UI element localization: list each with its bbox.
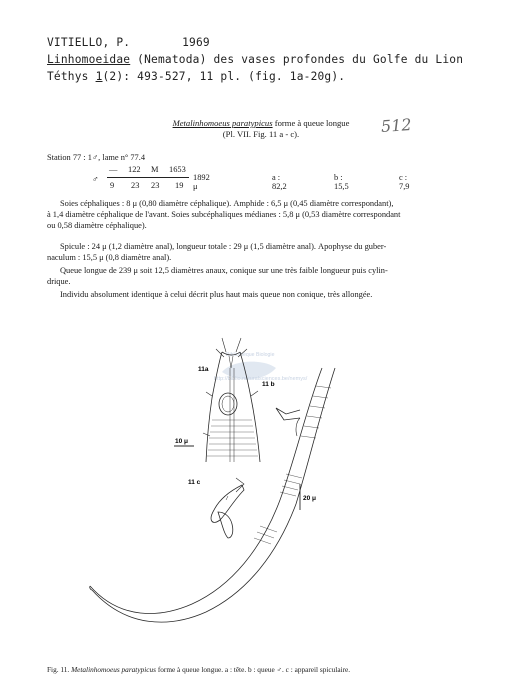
- formula-b: b : 15,5: [334, 173, 349, 191]
- formula-sex: ♂: [92, 174, 99, 184]
- scale-10: 10 μ: [175, 438, 189, 445]
- citation-pages: (2): 493-527, 11 pl. (fig. 1a-20g).: [102, 70, 346, 83]
- station-line: Station 77 : 1♂, lame n° 77.4: [47, 153, 146, 162]
- figure-11b-tail: [90, 368, 335, 622]
- watermark-line-2: http://biblio.naturalsciences.be/nemys/: [214, 376, 308, 382]
- heading-species: Metalinhomoeus paratypicus: [172, 118, 273, 128]
- formula-bottom-0: 9: [110, 181, 115, 190]
- p2-line-1: Spicule : 24 μ (1,2 diamètre anal), longueur totale : 29 μ (1,5 diamètre anal). Apophyse du guber-: [60, 242, 387, 251]
- p1-line-2: à 1,4 diamètre céphalique de l'avant. Soies subcéphaliques médianes : 5,8 μ (0,53 diamètre correspondant: [47, 210, 401, 219]
- caption-species: Metalinhomoeus paratypicus: [71, 665, 156, 674]
- p1-line-3: ou 0,58 diamètre céphalique).: [47, 221, 147, 230]
- p3-line-2: drique.: [47, 277, 71, 286]
- watermark-line-1: Bibliothèque Biologie: [226, 352, 275, 358]
- p3-line-1: Queue longue de 239 μ soit 12,5 diamètres anaux, conique sur une très faible longueur puis cylin-: [60, 266, 388, 275]
- formula-bottom-1: 23: [131, 181, 140, 190]
- citation-volume: 1: [95, 70, 103, 83]
- citation-author: VITIELLO, P.: [47, 36, 131, 49]
- scale-20: 20 μ: [303, 495, 317, 502]
- p4-line-1: Individu absolument identique à celui décrit plus haut mais queue non conique, très allongée.: [60, 290, 373, 299]
- figure-caption: [47, 665, 350, 674]
- formula-top-1: 122: [128, 165, 141, 174]
- citation-family: Linhomoeidae: [47, 53, 131, 66]
- formula-bottom-2: 23: [151, 181, 160, 190]
- label-11c: 11 c: [188, 479, 201, 486]
- formula-top-2: M: [151, 165, 159, 174]
- p2-line-2: naculum : 15,5 μ (0,8 diamètre anal).: [47, 253, 172, 262]
- label-11b: 11 b: [262, 381, 275, 388]
- formula-c: c : 7,9: [399, 173, 410, 191]
- figure-11c-spicule: [211, 478, 244, 538]
- handwritten-number: 512: [380, 114, 413, 137]
- caption-rest: forme à queue longue. a : tête. b : queue ♂. c : appareil spiculaire.: [157, 665, 351, 674]
- heading-form: forme à queue longue: [274, 118, 350, 128]
- formula-top-0: —: [109, 165, 118, 174]
- formula-top-3: 1653: [169, 165, 186, 174]
- citation-year: 1969: [182, 36, 210, 49]
- watermark-logo: [214, 352, 308, 382]
- formula-bottom-3: 19: [175, 181, 184, 190]
- citation-title: (Nematoda) des vases profondes du Golfe du Lion: [137, 53, 464, 66]
- caption-prefix: Fig. 11.: [47, 665, 70, 674]
- formula-a: a : 82,2: [272, 173, 287, 191]
- formula-length: 1892 μ: [193, 173, 210, 191]
- citation-journal: Téthys: [47, 70, 89, 83]
- label-11a: 11a: [198, 366, 209, 373]
- p1-line-1: Soies céphaliques : 8 μ (0,80 diamètre céphalique). Amphide : 6,5 μ (0,45 diamètre correspondant),: [60, 199, 394, 208]
- heading-plate: (Pl. VII. Fig. 11 a - c).: [222, 129, 300, 139]
